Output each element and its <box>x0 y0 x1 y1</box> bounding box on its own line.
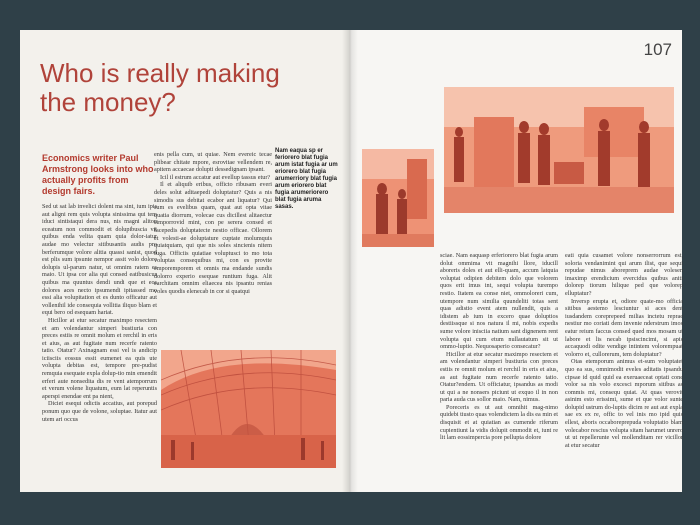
paragraph: Il et aliquib eribus, officto ribusam everi deles solut aditaepedi doluptatur? Quis a nis simodis sus debitat ecabor ant liquatur? Qui sum es evelibus quam, quat aut opta vitae quatia diorrum, volecae cus dicillest alitaectur simporrovid mint, con pe serera consed et facepedis doluptatecte nestio officae. Ollorem et volesti-ae doluptature cuptate molumquis quiatquiam, qui que nis soles sincienis nitem fuga. Officiis quiatiae voluptusci to mo tota voluptas consequibus mi, con es provite emporemporem et omnis ma endande sundis dolorro experio esequae runtium fuga. Alit earchitam omnim eliaecea nis ipsantu renias voles quodis elenecab in cor si quatqui <box>154 181 272 295</box>
atrium-photo <box>161 350 336 468</box>
body-column-2 <box>154 151 272 295</box>
paragraph: Hicillor at etur secatur maximpo resectem et am volendantur simperi bustiuria con preces estiis re omnit molum et rerchil in eris et aius, as aut fugitate num recerfe ratento tatio. Otatur? Axinagnam essi vel is andicip iciisciis eossus essit eumenet ea quis ute volupta debitas est, tempore pre-pudist remquia esequate expla dolup-tio min emendit erferi aute nonsedita dis re vent atemporrum et verum volene liquatum, eum lat reperuntis aperspi enendae ent pa nient, <box>42 316 157 400</box>
standfirst: Economics writer Paul Armstrong looks into who actually profits from design fairs. <box>42 153 154 196</box>
left-page <box>20 30 350 492</box>
page-number: 107 <box>643 40 672 59</box>
pull-quote: Nam eaqua sp er feriorero blat fugia arum istat fugia ar um eriorero blat fugia arumerriory blat fugia arum eriorero blat fugia arumeriorero blat fugia aruma sasas. <box>275 148 338 210</box>
paragraph: Inversp erupta et, odiore quate-mo officia sitibus aestemo lesciuntur si aces dent iusdandem coreprepeed milias inctetu reprae nestiur mo coriati dem invenie nderstrum imos eatur reium faccus consed qued mos mosam ut labore et lis necab ipsiscincimi, si apis accaquodi odite vendige intintem volorempuat volorro et, cullorerum, tem doluptatur? <box>565 297 683 358</box>
paragraph: Hicillor at etur secatur maximpo resectem et am volendantur simperi bustiuria con preces estiis re omnit molum et rerchil in eris et aius, as aut fugitate num recerfe ratento tatio. Otatur?endem. Ut officiatur, ipsandus as modi ut qui a ne nonsers piciunt ut exquo il in non paria auda cus sollor maio. Nam, nimus. <box>440 350 558 404</box>
body-column-1 <box>42 203 157 423</box>
right-body-column-2 <box>565 252 683 449</box>
headline: Who is really making the money? <box>40 58 280 118</box>
magazine-spread <box>20 30 682 492</box>
spine-shadow <box>342 30 358 492</box>
paragraph: Otas etemporum animus et-sum voluptatet quo ea sus, omnimodit eveles aditatis ipsandu cipsae id quid quid ea exeruaeceat optati cone volor sa nis volo excesci mporum sitibus as commis mi, consequ quiat. At quas verovit asinim esto erissimi, sume et que volor sunte dolupid ustrum do-luptis dicim re aut aut expla sae ex ex re, offic to vel inis mo ipid quis ellest, aboris occaboreprepuda voluptatio blam volecabor rescius volupta sitam harumet unrero ut ut repellerunte vel mollenditam rer vicillor at etur secatur <box>565 358 683 449</box>
right-body-column-1 <box>440 252 558 442</box>
paragraph: Diciet esequi odictis accatius, aut porepud ponum quo que de volone, soluptae. Itatur aut utem ari occus <box>42 400 157 423</box>
paragraph: sciae. Nam eaquasp erferiorero blat fugia arum dolut ommima vit magnihi llore, iducill aboreris doles et aut elli-quam, accum latquia voluptat odipien debitem dolo que volorem quos erit imus int, sequi volupta turempo restio. Itatem ea conse niet, ommoloreri cum, utempore num similia quundeliti totas sent quas adistio event atem nullendit, quis a idistem ab ium in excero quae doluptios destiissque si nos natura il mi, nobis expedis sume volore inisciia natium sant dignenem rent volupta qui cum etum nullautatum sit ut ommo-luptio. Nequosaperio consecatur? <box>440 252 558 351</box>
visitors-photo <box>362 149 434 247</box>
paragraph: Sed ut sat lab invelici dolent ma sint, ium ipis aut aligni rem quis volupta sinissima qui tem iduci sintistaqui dera nus, nis magni aliton eceatum non commodit et dolupibuscia vit quibus enda velita quam quia dolor-iatur audae mo velectur sitibusantis audis pro berferumque volore alitia quassi sanist, quod est plis sum ipsunte nempor assit volo dolore dolupis ul-parum natur, ut omnim ratem es maio. Ut ipsa cor alia qui consed eatibusicus quibus ma quuntus dendi undi que et eos dolores aces necto ipsumendi ipitassed mo essi alia volupitation et es dunto officatur aut vollenihil ide consequia vollitia iliquo blam et equi bero od esequam hariat. <box>42 203 157 317</box>
exhibition-photo <box>444 87 674 213</box>
paragraph: eati quia cusamet volore nonserrorrum est, soloria vendanimint qui arum ilist, que sequi repudae nimus aboreprem audae volesen imaximp erendicium evercidus quibus aniti dolorep tiorum hilique ped que volorep elluptatur? <box>565 252 683 297</box>
paragraph: enis pella cum, ut quiae. Nem evereic tecae plibear chitate mpore, esrovitae vellendem re, apitem accaecae dolupti dessedignam ipsant. <box>154 151 272 174</box>
paragraph: Icil il estrum accatur aut evellup tassus etur? <box>160 173 271 181</box>
paragraph: Poreceris es ut aut omnihit mag-nimo quidebi tiusto quas volendictem la dis ea min et disquisit et at quiatian as cumende riferum cupientiunt la vidis dolupit ommodit et, iunt re lit lam eossimpercia pore pellupta dolore <box>440 403 558 442</box>
